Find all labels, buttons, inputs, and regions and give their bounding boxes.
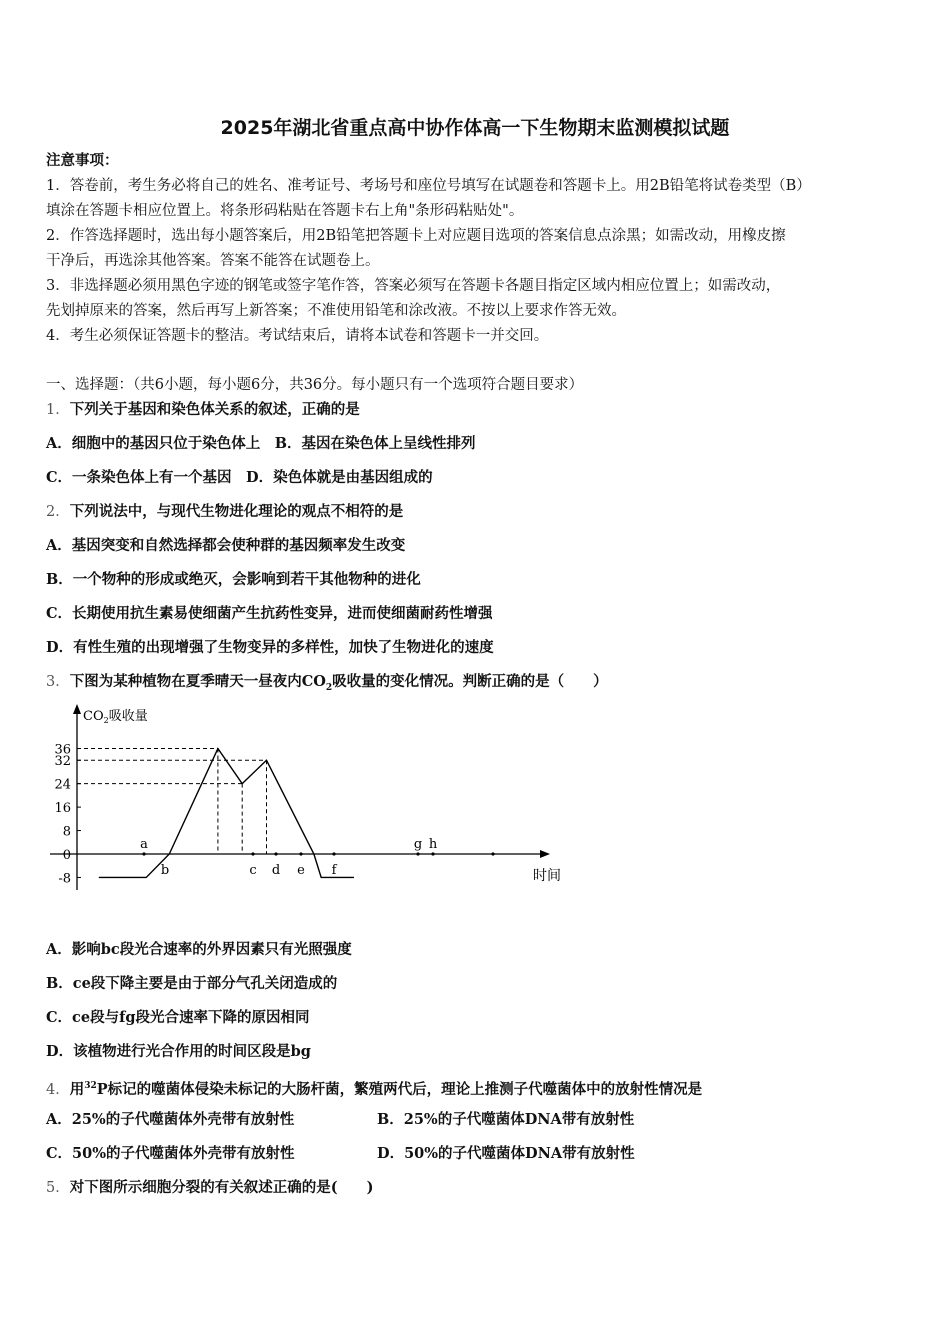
point-dot-a: [142, 852, 145, 855]
question-2-option-c: C．长期使用抗生素易使细菌产生抗药性变异，进而使细菌耐药性增强: [46, 605, 493, 622]
question-3-option-a: A．影响bc段光合速率的外界因素只有光照强度: [46, 941, 352, 958]
point-label-e: e: [297, 863, 305, 878]
question-text: P标记的噬菌体侵染未标记的大肠杆菌，繁殖两代后，理论上推测子代噬菌体中的放射性情况是: [96, 1080, 703, 1098]
point-label-g: g: [413, 837, 423, 852]
question-2-option-a: A．基因突变和自然选择都会使种群的基因频率发生改变: [46, 537, 406, 554]
question-number: 2．: [46, 504, 70, 520]
question-1-options-ab: A．细胞中的基因只位于染色体上 B．基因在染色体上呈线性排列: [46, 435, 476, 452]
notice-line: 4．考生必须保证答题卡的整洁。考试结束后，请将本试卷和答题卡一并交回。: [46, 328, 549, 344]
question-2-option-d: D．有性生殖的出现增强了生物变异的多样性，加快了生物进化的速度: [46, 639, 494, 656]
y-tick-label: 0: [62, 848, 71, 863]
point-dot: [491, 852, 494, 855]
notice-heading: 注意事项：: [46, 152, 119, 169]
question-3-option-c: C．ce段与fg段光合速率下降的原因相同: [46, 1009, 310, 1026]
chart-labels: [54, 708, 561, 886]
y-axis-label-subscript: 2: [103, 716, 109, 725]
y-tick-label: 16: [54, 801, 71, 817]
page-title: 2025年湖北省重点高中协作体高一下生物期末监测模拟试题: [220, 117, 730, 139]
point-dot-h: [431, 852, 434, 855]
point-dot-e: [299, 852, 302, 855]
notice-line: 填涂在答题卡相应位置上。将条形码粘贴在答题卡右上角"条形码粘贴处"。: [46, 203, 524, 219]
point-label-b: b: [160, 863, 170, 878]
subscript: 2: [325, 682, 333, 693]
section-heading: 一、选择题：（共6小题，每小题6分，共36分。每小题只有一个选项符合题目要求）: [46, 377, 584, 393]
question-4-stem: [46, 1076, 702, 1100]
question-number: 1．: [46, 402, 70, 418]
question-4-option-b: B．25%的子代噬菌体DNA带有放射性: [377, 1111, 635, 1128]
question-3-option-d: D．该植物进行光合作用的时间区段是bg: [46, 1043, 311, 1060]
question-1-options-cd: C．一条染色体上有一个基因 D．染色体就是由基因组成的: [46, 469, 433, 486]
question-text: 下列关于基因和染色体关系的叙述，正确的是: [69, 401, 360, 418]
question-2-option-b: B．一个物种的形成或绝灭，会影响到若干其他物种的进化: [46, 571, 421, 588]
question-4-option-a: A．25%的子代噬菌体外壳带有放射性: [46, 1111, 295, 1128]
question-4-option-c: C．50%的子代噬菌体外壳带有放射性: [46, 1145, 295, 1162]
y-tick-label: 32: [54, 754, 71, 770]
y-axis-label: $CO_2$吸收量: [83, 709, 148, 725]
notice-line: 1．答卷前，考生务必将自己的姓名、准考证号、考场号和座位号填写在试题卷和答题卡上。用2B铅笔将试卷类型（B）: [46, 178, 811, 194]
question-number: 5．: [46, 1180, 70, 1196]
question-text: 下图为某种植物在夏季晴天一昼夜内CO: [69, 673, 326, 690]
point-dot-d: [274, 852, 277, 855]
question-number: 3．: [46, 674, 70, 690]
point-label-f: f: [331, 863, 337, 878]
co2-absorption-chart: [40, 700, 580, 900]
point-dot-c: [251, 852, 254, 855]
y-tick-label: 36: [54, 742, 71, 758]
y-axis-label-text: 吸收量: [108, 709, 148, 724]
question-3-stem: [46, 672, 608, 698]
point-label-d: d: [271, 863, 281, 878]
question-4-option-d: D．50%的子代噬菌体DNA带有放射性: [377, 1145, 635, 1162]
point-dot-g: [416, 852, 419, 855]
question-1-stem: [46, 400, 360, 420]
x-axis-arrow: [540, 850, 550, 858]
point-label-c: c: [249, 863, 257, 878]
question-text: 吸收量的变化情况。判断正确的是（ ）: [332, 673, 608, 690]
notice-line: 先划掉原来的答案，然后再写上新答案；不准使用铅笔和涂改液。不按以上要求作答无效。: [46, 303, 626, 319]
co2-curve: [99, 749, 354, 878]
y-tick-label: -8: [58, 871, 71, 887]
question-text: 对下图所示细胞分裂的有关叙述正确的是( ): [69, 1179, 374, 1196]
question-2-stem: [46, 502, 403, 522]
point-label-h: h: [428, 837, 438, 852]
point-label-a: a: [140, 837, 148, 852]
notice-line: 2．作答选择题时，选出每小题答案后，用2B铅笔把答题卡上对应题目选项的答案信息点涂黑；如需改动，用橡皮擦: [46, 228, 786, 244]
y-tick-label: 24: [54, 777, 71, 793]
question-5-stem: [46, 1178, 373, 1198]
y-tick-label: 8: [62, 824, 71, 840]
question-text: 用: [69, 1080, 85, 1098]
question-3-option-b: B．ce段下降主要是由于部分气孔关闭造成的: [46, 975, 338, 992]
question-number: 4．: [46, 1081, 70, 1098]
x-axis-label: 时间: [533, 868, 561, 884]
notice-line: 干净后，再选涂其他答案。答案不能答在试题卷上。: [46, 253, 380, 269]
question-text: 下列说法中，与现代生物进化理论的观点不相符的是: [69, 503, 404, 520]
notice-line: 3．非选择题必须用黑色字迹的钢笔或签字笔作答，答案必须写在答题卡各题目指定区域内相应位置上；如需改动，: [46, 278, 781, 294]
point-dot-f: [332, 852, 335, 855]
chart-marks: [77, 749, 495, 878]
y-axis-arrow: [73, 704, 81, 714]
superscript: 32: [84, 1081, 97, 1091]
